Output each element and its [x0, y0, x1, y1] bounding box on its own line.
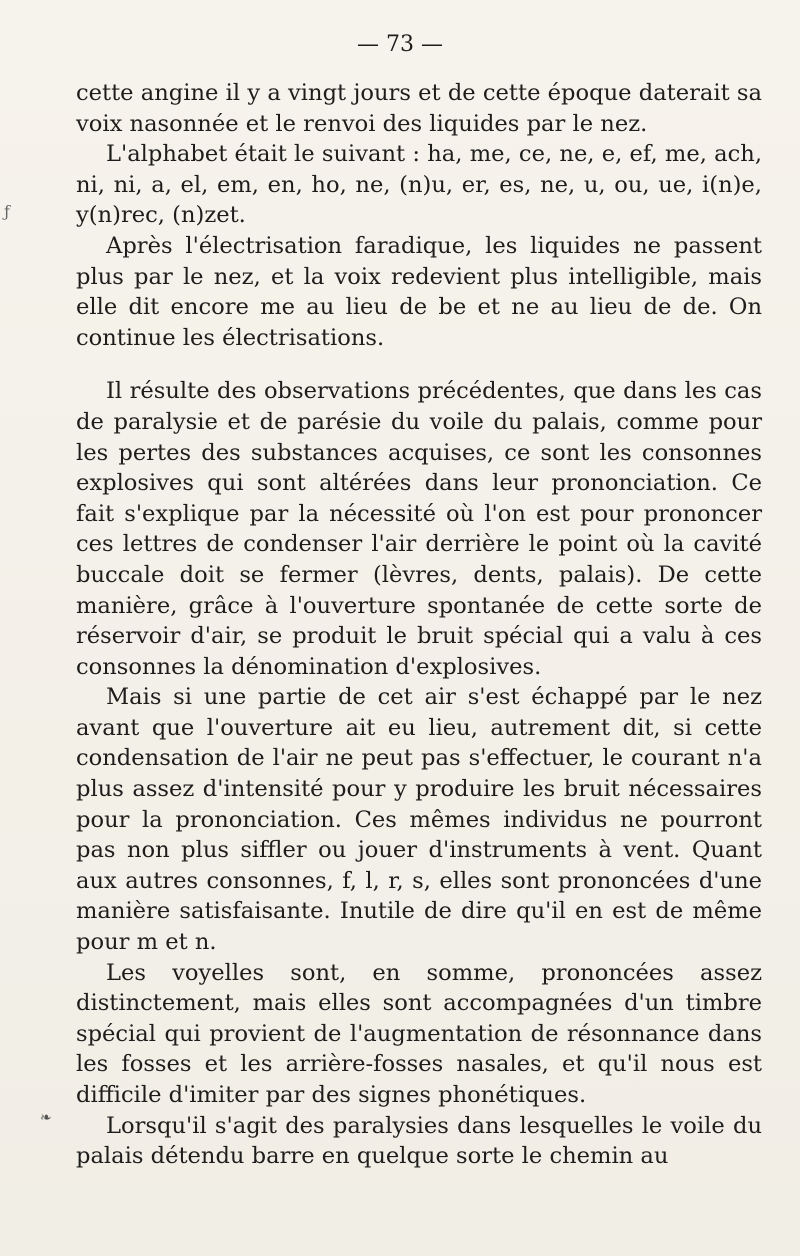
- paragraph: Les voyelles sont, en somme, prononcées assez distinctement, mais elles sont accompagnées d'un timbre spécial qui provient de l'augmentation de résonnance dans les fosses et les arrière-fosses nasales, et qu'il nous est difficile d'imiter par des signes phonétiques.: [76, 959, 762, 1108]
- paragraph: L'alphabet était le suivant : ha, me, ce, ne, e, ef, me, ach, ni, ni, a, el, em, en, ho, ne, (n)u, er, es, ne, u, ou, ue, i(n)e, y(n)rec, (n)zet.: [76, 141, 762, 229]
- margin-mark: ƒ: [4, 202, 10, 221]
- paragraph: cette angine il y a vingt jours et de cette époque daterait sa voix nasonnée et le renvoi des liquides par le nez.: [76, 80, 762, 137]
- paragraph: Après l'électrisation faradique, les liquides ne passent plus par le nez, et la voix redevient plus intelligible, mais elle dit encore me au lieu de be et ne au lieu de de. On continue les électrisations.: [76, 232, 762, 351]
- page-number: — 73 —: [357, 32, 443, 57]
- body-text: [76, 78, 762, 1172]
- paragraph: Mais si une partie de cet air s'est échappé par le nez avant que l'ouverture ait eu lieu, autrement dit, si cette condensation de l'air ne peut pas s'effectuer, le courant n'a plus assez d'intensité pour y produire les bruit nécessaires pour la prononciation. Ces mêmes individus ne pourront pas non plus siffler ou jouer d'instruments à vent. Quant aux autres consonnes, f, l, r, s, elles sont prononcées d'une manière satisfaisante. Inutile de dire qu'il en est de même pour m et n.: [76, 684, 762, 956]
- paragraph: Lorsqu'il s'agit des paralysies dans lesquelles le voile du palais détendu barre en quelque sorte le chemin au: [76, 1112, 762, 1170]
- margin-mark: ❧: [40, 1110, 52, 1126]
- paragraph: Il résulte des observations précédentes, que dans les cas de paralysie et de parésie du voile du palais, comme pour les pertes des substances acquises, ce sont les consonnes explosives qui sont altérées dans leur prononciation. Ce fait s'explique par la nécessité où l'on est pour prononcer ces lettres de condenser l'air derrière le point où la cavité buccale doit se fermer (lèvres, dents, palais). De cette manière, grâce à l'ouverture spontanée de cette sorte de réservoir d'air, se produit le bruit spécial qui a valu à ces consonnes la dénomination d'explosives.: [76, 378, 762, 680]
